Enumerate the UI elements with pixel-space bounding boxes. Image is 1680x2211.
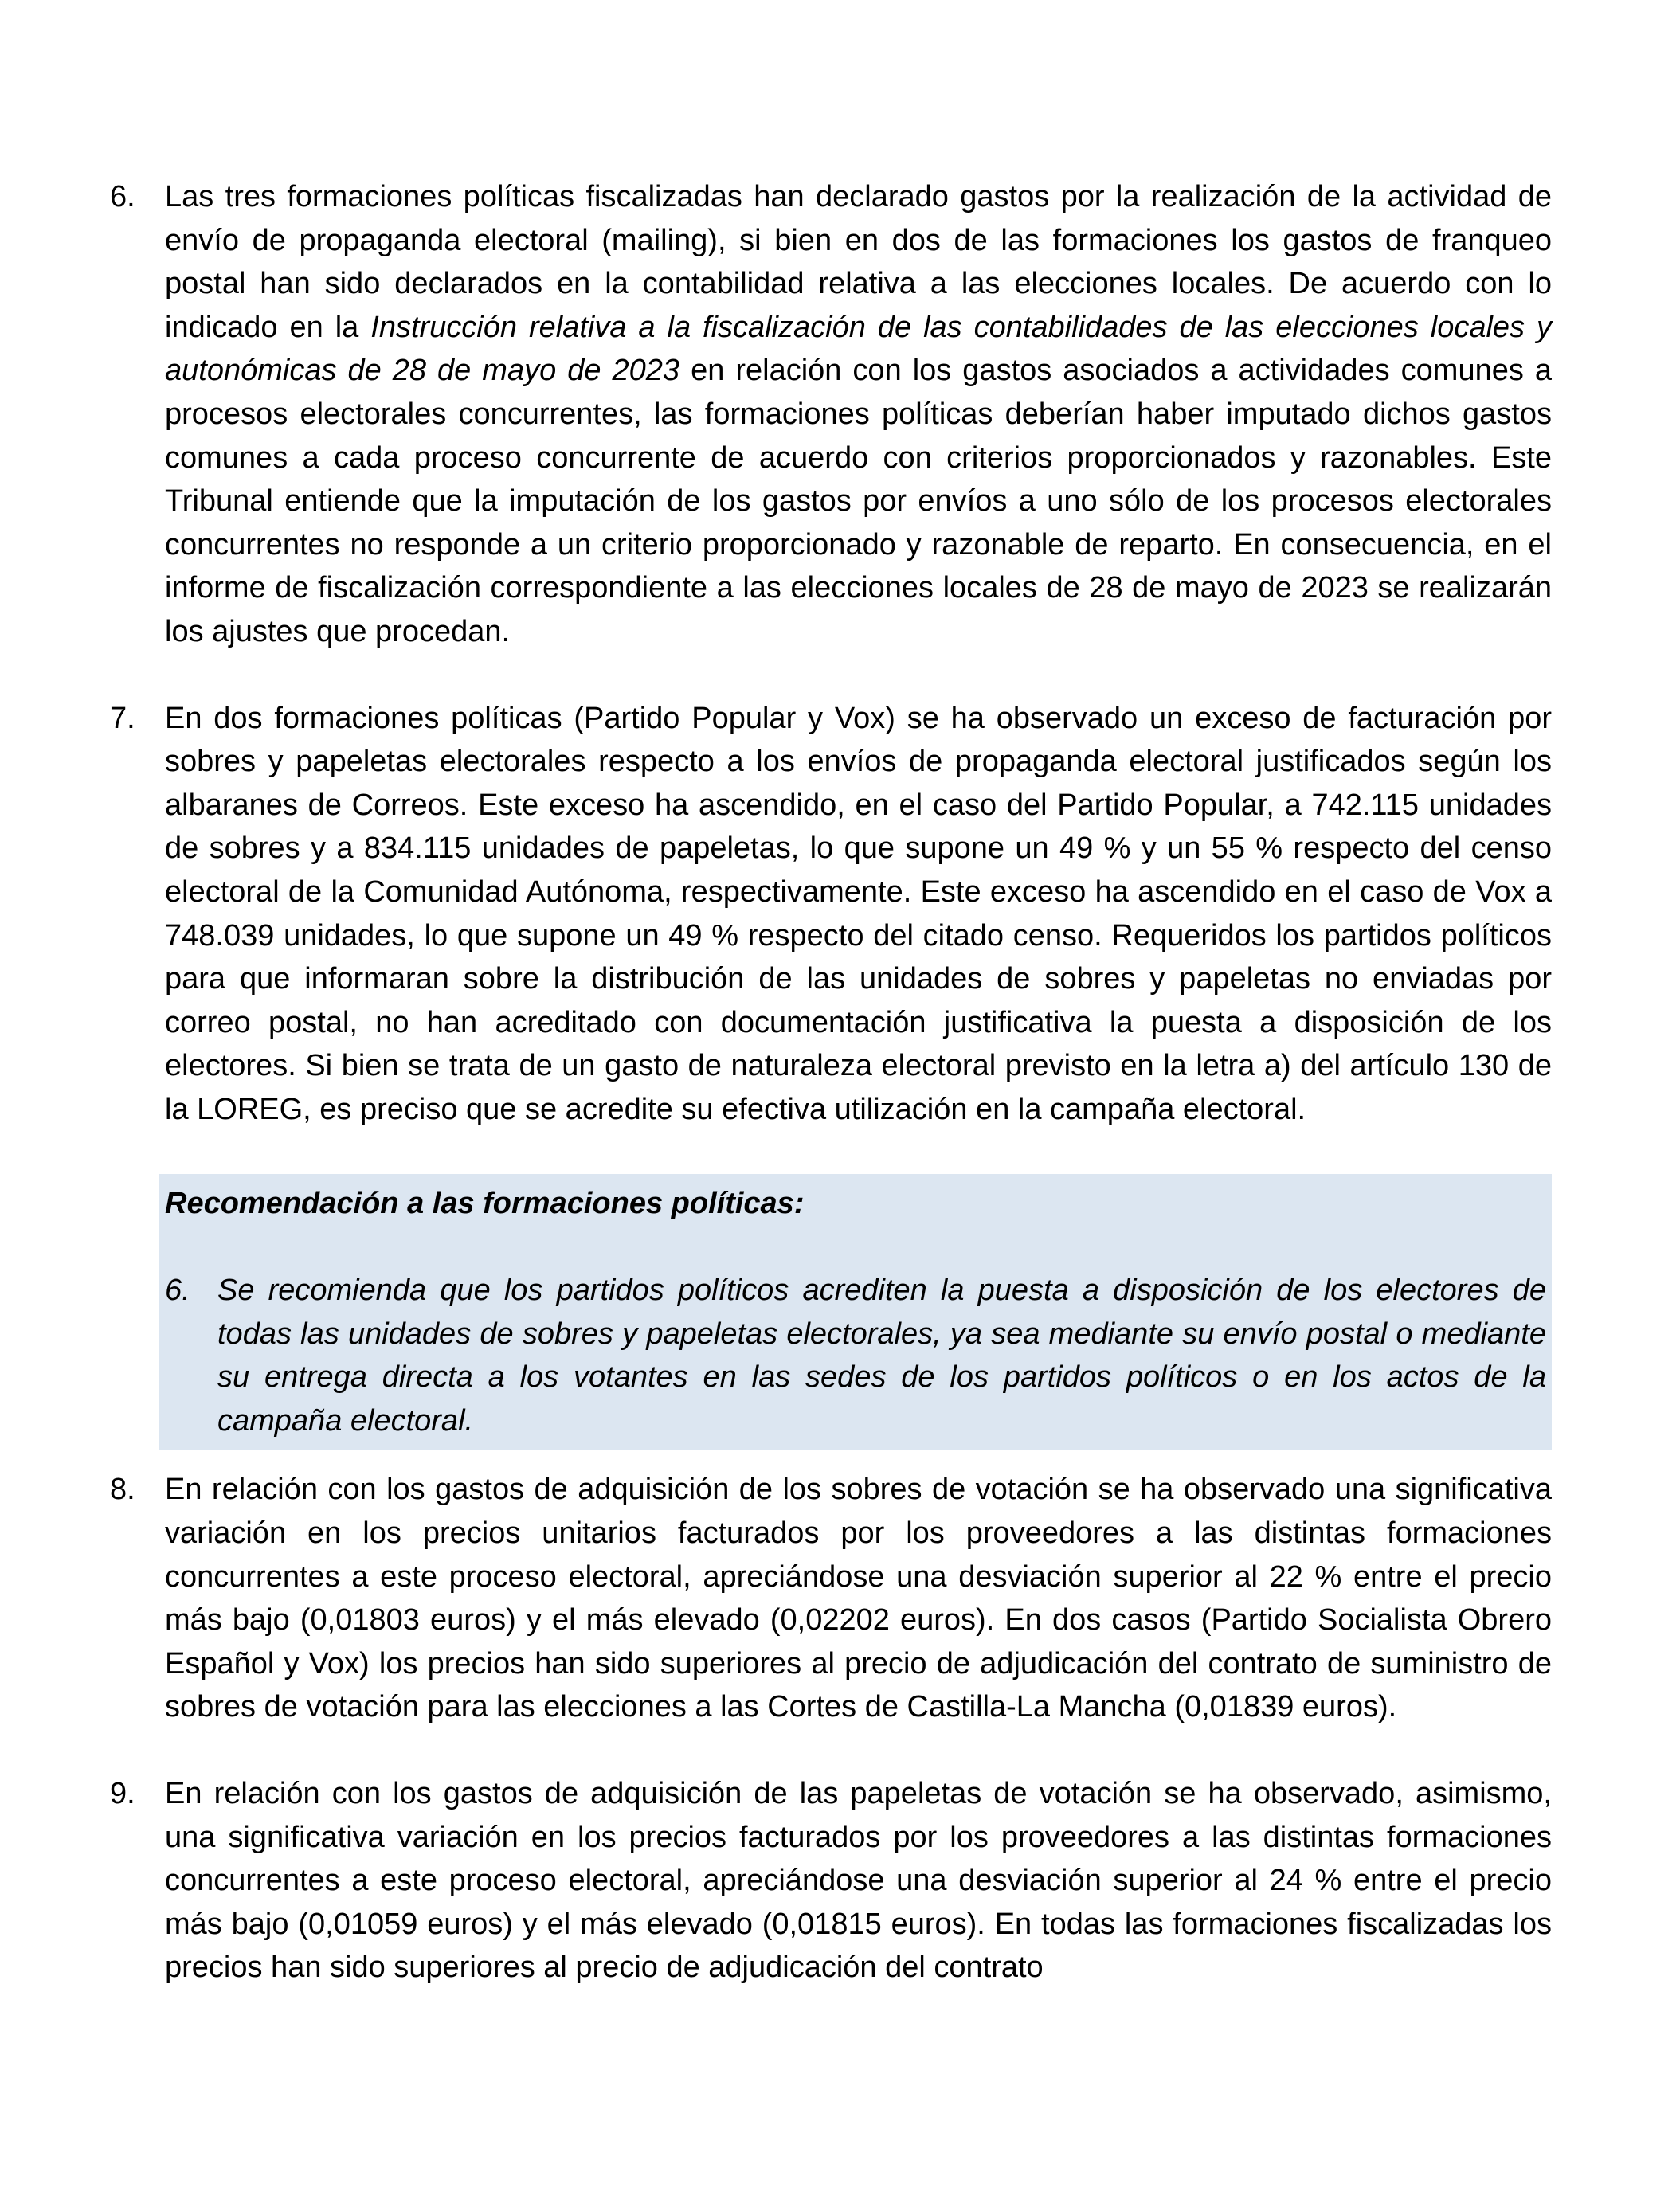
spacer	[110, 654, 1552, 697]
recommendation-title: Recomendación a las formaciones políticas:	[165, 1187, 805, 1221]
paragraph-number: 6.	[110, 180, 135, 213]
paragraph-text: En dos formaciones políticas (Partido Popular y Vox) se ha observado un exceso de facturación por sobres y papeletas electorales respecto a los envíos de propaganda electoral justificados según los albaranes de Correos. Este exceso ha ascendido, en el caso del Partido Popular, a 742.115 unidades de sobres y a 834.115 unidades de papeletas, lo que supone un 49 % y un 55 % respecto del censo electoral de la Comunidad Autónoma, respectivamente. Este exceso ha ascendido en el caso de Vox a 748.039 unidades, lo que supone un 49 % respecto del citado censo. Requeridos los partidos políticos para que informaran sobre la distribución de las unidades de sobres y papeletas no enviadas por correo postal, no han acreditado con documentación justificativa la puesta a disposición de los electores. Si bien se trata de un gasto de naturaleza electoral previsto en la letra a) del artículo 130 de la LOREG, es preciso que se acredite su efectiva utilización en la campaña electoral.	[165, 701, 1552, 1126]
paragraph-text: En relación con los gastos de adquisición de las papeletas de votación se ha observado, asimismo, una significativa variación en los precios facturados por los proveedores a las distintas formaciones concurrentes a este proceso electoral, apreciándose una desviación superior al 24 % entre el precio más bajo (0,01059 euros) y el más elevado (0,01815 euros). En todas las formaciones fiscalizadas los precios han sido superiores al precio de adjudicación del contrato	[165, 1777, 1552, 1985]
document-content	[110, 175, 1552, 1990]
recommendation-number: 6.	[165, 1274, 190, 1308]
spacer	[165, 1226, 1546, 1269]
paragraph-text-end: en relación con los gastos asociados a actividades comunes a procesos electorales concurrentes, las formaciones políticas deberían haber imputado dichos gastos comunes a cada proceso concurrente de acuerdo con criterios proporcionados y razonables. Este Tribunal entiende que la imputación de los gastos por envíos a uno sólo de los procesos electorales concurrentes no responde a un criterio proporcionado y razonable de reparto. En consecuencia, en el informe de fiscalización correspondiente a las elecciones locales de 28 de mayo de 2023 se realizarán los ajustes que procedan.	[165, 354, 1552, 648]
paragraph-number: 9.	[110, 1777, 135, 1810]
recommendation-box	[159, 1174, 1552, 1450]
paragraph-text	[165, 175, 1552, 654]
numbered-paragraph-7	[110, 697, 1552, 1132]
recommendation-item	[165, 1269, 1546, 1442]
paragraph-text: En relación con los gastos de adquisición de los sobres de votación se ha observado una significativa variación en los precios unitarios facturados por los proveedores a las distintas formaciones concurrentes a este proceso electoral, apreciándose una desviación superior al 22 % entre el precio más bajo (0,01803 euros) y el más elevado (0,02202 euros). En dos casos (Partido Socialista Obrero Español y Vox) los precios han sido superiores al precio de adjudicación del contrato de suministro de sobres de votación para las elecciones a las Cortes de Castilla-La Mancha (0,01839 euros).	[165, 1473, 1552, 1724]
paragraph-text-start: Las tres formaciones políticas fiscalizadas han declarado gastos por la realización de la actividad de envío de propaganda electoral (mailing), si bien en dos de las formaciones los gastos de franqueo postal han sido declarados en la contabilidad relativa a las elecciones locales. De acuerdo con lo indicado en la	[165, 180, 1552, 344]
paragraph-number: 7.	[110, 701, 135, 735]
instruction-title: Instrucción relativa a la fiscalización de las contabilidades de las elecciones locales y autonómicas de 28 de mayo de 2023	[165, 310, 1552, 388]
numbered-paragraph-6	[110, 175, 1552, 654]
recommendation-text: Se recomienda que los partidos políticos acrediten la puesta a disposición de los electores de todas las unidades de sobres y papeletas electorales, ya sea mediante su envío postal o mediante su entrega directa a los votantes en las sedes de los partidos políticos o en los actos de la campaña electoral.	[217, 1274, 1546, 1438]
numbered-paragraph-9	[110, 1772, 1552, 1990]
numbered-paragraph-8	[110, 1468, 1552, 1729]
spacer	[110, 1450, 1552, 1468]
paragraph-number: 8.	[110, 1473, 135, 1507]
spacer	[110, 1729, 1552, 1772]
spacer	[110, 1131, 1552, 1174]
